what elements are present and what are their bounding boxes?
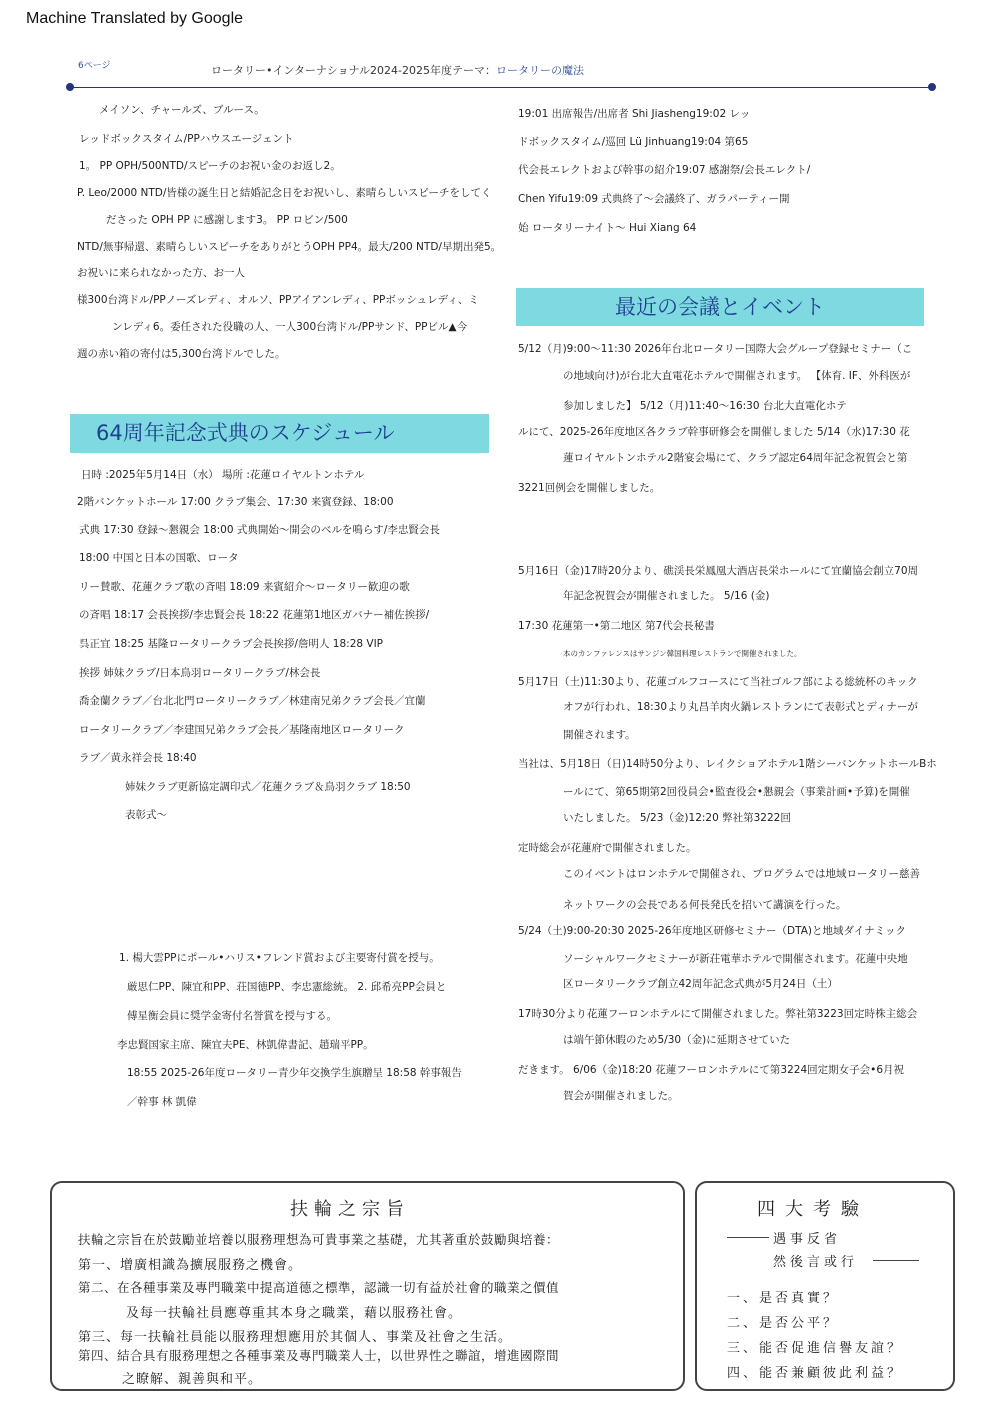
event-line: このイベントはロンホテルで開催され、プログラムでは地域ロータリー慈善 xyxy=(563,868,920,880)
four-way-item: 三、能否促進信譽友誼？ xyxy=(727,1341,904,1356)
theme-accent: ロータリーの魔法 xyxy=(496,64,585,77)
schedule-line: 挨拶 姉妹クラブ/日本鳥羽ロータリークラブ/林会長 xyxy=(79,667,321,679)
schedule-line: ラブ／黄永祥会長 18:40 xyxy=(79,752,197,764)
text-line: 代会長エレクトおよび幹事の紹介19:07 感謝祭/会長エレクト/ xyxy=(518,164,811,176)
schedule-line: 18:00 中国と日本の国歌、ロータ xyxy=(79,552,239,564)
event-line: は端午節休暇のため5/30（金)に延期させていた xyxy=(563,1034,791,1046)
text-line: お祝いに来られなかった方、お一人 xyxy=(77,267,245,279)
theme-prefix: ロータリー•インターナショナル2024-2025年度テーマ： xyxy=(211,64,497,77)
text-line: NTD/無事帰還、素晴らしいスピーチをありがとうOPH PP4。最大/200 NTD/早期出発5。 xyxy=(77,241,502,253)
text-line: Chen Yifu19:09 式典終了～会議終了、ガラパーティー開 xyxy=(518,193,790,205)
schedule-line: 呉正宜 18:25 基隆ロータリークラブ会長挨拶/詹明人 18:28 VIP xyxy=(79,638,384,650)
event-line: オフが行われ、18:30より丸昌羊肉火鍋レストランにて表彰式とディナーが xyxy=(563,701,918,713)
event-line: ルにて、2025-26年度地区各クラブ幹事研修会を開催しました 5/14（水)17:30 花 xyxy=(518,426,910,438)
events-heading: 最近の会議とイベント xyxy=(516,288,924,326)
event-line: 3221回例会を開催しました。 xyxy=(518,482,661,494)
event-line: ールにて、第65期第2回役員会•監査役会•懇親会（事業計画•予算)を開催 xyxy=(563,786,910,798)
event-line: 区ロータリークラブ創立42周年記念式典が5月24日（土） xyxy=(563,978,838,990)
four-way-item: 一、是否真實？ xyxy=(727,1291,840,1306)
four-way-item: 二、是否公平？ xyxy=(727,1316,840,1331)
schedule-line: の斉唱 18:17 会長挨拶/李忠賢会長 18:22 花蓮第1地区ガバナー補佐挨拶/ xyxy=(79,609,430,621)
mission-line: 第三、每一扶輪社員能以服務理想應用於其個人、事業及社會之生活。 xyxy=(78,1330,513,1345)
divider xyxy=(873,1260,919,1261)
award-line: 厳思仁PP、陳宜和PP、荘国徳PP、李忠憲総統。 2. 邱希亮PP会員と xyxy=(127,981,447,993)
four-way-test-box xyxy=(695,1181,955,1391)
event-line: 5月16日（金)17時20分より、礁渓長栄鳳凰大酒店長栄ホールにて宜蘭協会創立70周 xyxy=(518,565,919,577)
award-line: 李忠賢国家主席、陳宜夫PE、林凱偉書記、趙瑞平PP。 xyxy=(117,1039,374,1051)
mission-line: 第二、在各種事業及專門職業中提高道德之標準，認識一切有益於社會的職業之價值 xyxy=(78,1280,560,1295)
mission-box xyxy=(50,1181,685,1391)
event-line: いたしました。 5/23（金)12:20 弊社第3222回 xyxy=(563,812,791,824)
text-line: 様300台湾ドル/PPノーズレディ、オルソ、PPアイアンレディ、PPボッシュレディ、ミ xyxy=(77,294,479,306)
award-line: ／幹事 林 凱偉 xyxy=(127,1096,197,1108)
event-line: の地域向け)が台北大直電花ホテルで開催されます。 【体育. IF、外科医が xyxy=(563,370,911,382)
schedule-line: 姉妹クラブ更新協定調印式／花蓮クラブ＆鳥羽クラブ 18:50 xyxy=(125,781,411,793)
mission-line: 第一、增廣相識為擴展服務之機會。 xyxy=(78,1258,303,1273)
machine-translation-banner: Machine Translated by Google xyxy=(26,10,244,27)
text-line: ンレディ6。委任された役職の人、一人300台湾ドル/PPサンド、PPビル▲今 xyxy=(112,321,468,333)
event-line: 5/24（土)9:00-20:30 2025-26年度地区研修セミナー（DTA)と地域ダイナミック xyxy=(518,925,907,937)
award-line: 傅星衡会員に奨学金寄付名誉賞を授与する。 xyxy=(127,1010,337,1022)
text-line: メイソン、チャールズ、ブルース。 xyxy=(99,104,265,116)
text-line: 始 ロータリーナイト～ Hui Xiang 64 xyxy=(518,222,697,234)
schedule-heading: 64周年記念式典のスケジュール xyxy=(70,414,489,453)
header-rule-dot-right xyxy=(928,83,936,91)
award-line: 18:55 2025-26年度ロータリー青少年交換学生旗贈呈 18:58 幹事報告 xyxy=(127,1067,462,1079)
event-line: だきます。 6/06（金)18:20 花蓮フーロンホテルにて第3224回定期女子会•6月祝 xyxy=(518,1064,905,1076)
event-line: 17:30 花蓮第一•第二地区 第7代会長秘書 xyxy=(518,620,715,632)
four-way-subtitle: 然後言或行 xyxy=(773,1255,859,1270)
event-line: 年記念祝賀会が開催されました。 5/16 (金) xyxy=(563,590,770,602)
text-line: ドボックスタイム/巡回 Lü Jinhuang19:04 第65 xyxy=(518,136,749,148)
text-line: 19:01 出席報告/出席者 Shi Jiasheng19:02 レッ xyxy=(518,108,751,120)
schedule-line: 式典 17:30 登録～懇親会 18:00 式典開始～開会のベルを鳴らす/李忠賢会長 xyxy=(79,524,440,536)
mission-line: 及每一扶輪社員應尊重其本身之職業，藉以服務社會。 xyxy=(126,1306,463,1321)
header-rule xyxy=(72,87,932,88)
schedule-line: 日時 :2025年5月14日（水） 場所 :花蓮ロイヤルトンホテル xyxy=(81,469,365,481)
event-line: 当社は、5月18日（日)14時50分より、レイクショアホテル1階シーバンケットホールBホ xyxy=(518,758,937,770)
event-line: 5/12（月)9:00～11:30 2026年台北ロータリー国際大会グループ登録セミナー（こ xyxy=(518,343,913,355)
event-line: 蓮ロイヤルトンホテル2階宴会場にて、クラブ認定64周年記念祝賀会と第 xyxy=(563,452,908,464)
four-way-item: 四、能否兼顧彼此利益？ xyxy=(727,1366,904,1381)
mission-line: 第四、結合具有服務理想之各種事業及專門職業人士，以世界性之聯誼，增進國際間 xyxy=(78,1348,560,1363)
schedule-line: ロータリークラブ／李建国兄弟クラブ会長／基隆南地区ロータリーク xyxy=(79,724,405,736)
four-way-subtitle: 遇事反省 xyxy=(773,1232,842,1247)
page-number: 6ページ xyxy=(78,61,111,71)
text-line: ださった OPH PP に感謝します3。 PP ロビン/500 xyxy=(106,214,348,226)
text-line: P. Leo/2000 NTD/皆様の誕生日と結婚記念日をお祝いし、素晴らしいスピーチをしてく xyxy=(77,187,492,199)
schedule-line: 2階バンケットホール 17:00 クラブ集会、17:30 来賓登録、18:00 xyxy=(77,496,394,508)
text-line: 週の赤い箱の寄付は5,300台湾ドルでした。 xyxy=(77,348,286,360)
text-line: 1。 PP OPH/500NTD/スピーチのお祝い金のお返し2。 xyxy=(79,160,341,172)
award-line: 1. 楊大雲PPにポール•ハリス•フレンド賞および主要寄付賞を授与。 xyxy=(119,952,440,964)
mission-line: 之瞭解、親善與和平。 xyxy=(122,1372,263,1387)
event-line: 参加しました】 5/12（月)11:40～16:30 台北大直電化ホテ xyxy=(563,400,847,412)
four-way-test-title: 四大考驗 xyxy=(757,1199,869,1220)
event-line: ソーシャルワークセミナーが新荘電華ホテルで開催されます。花蓮中央地 xyxy=(563,953,908,965)
mission-line: 扶輪之宗旨在於鼓勵並培養以服務理想為可貴事業之基礎，尤其著重於鼓勵與培養： xyxy=(78,1232,560,1247)
divider xyxy=(727,1237,769,1238)
mission-title: 扶輪之宗旨 xyxy=(290,1199,410,1220)
header-theme xyxy=(211,62,584,78)
event-line: 賀会が開催されました。 xyxy=(563,1090,679,1102)
event-line: 本のカンファレンスはサンジン韓国料理レストランで開催されました。 xyxy=(563,649,802,658)
event-line: 開催されます。 xyxy=(563,729,636,741)
event-line: 5月17日（土)11:30より、花蓮ゴルフコースにて当社ゴルフ部による総統杯のキック xyxy=(518,676,918,688)
event-line: 17時30分より花蓮フーロンホテルにて開催されました。弊社第3223回定時株主総会 xyxy=(518,1008,918,1020)
schedule-line: リー賛歌、花蓮クラブ歌の斉唱 18:09 来賓紹介～ロータリー歓迎の歌 xyxy=(79,581,410,593)
event-line: 定時総会が花蓮府で開催されました。 xyxy=(518,842,697,854)
text-line: レッドボックスタイム/PPハウスエージェント xyxy=(79,133,294,145)
schedule-line: 喬金蘭クラブ／台北北門ロータリークラブ／林建南兄弟クラブ会長／宜蘭 xyxy=(79,695,426,707)
schedule-line: 表彰式～ xyxy=(125,809,167,821)
event-line: ネットワークの会長である何長発氏を招いて講演を行った。 xyxy=(563,899,847,911)
